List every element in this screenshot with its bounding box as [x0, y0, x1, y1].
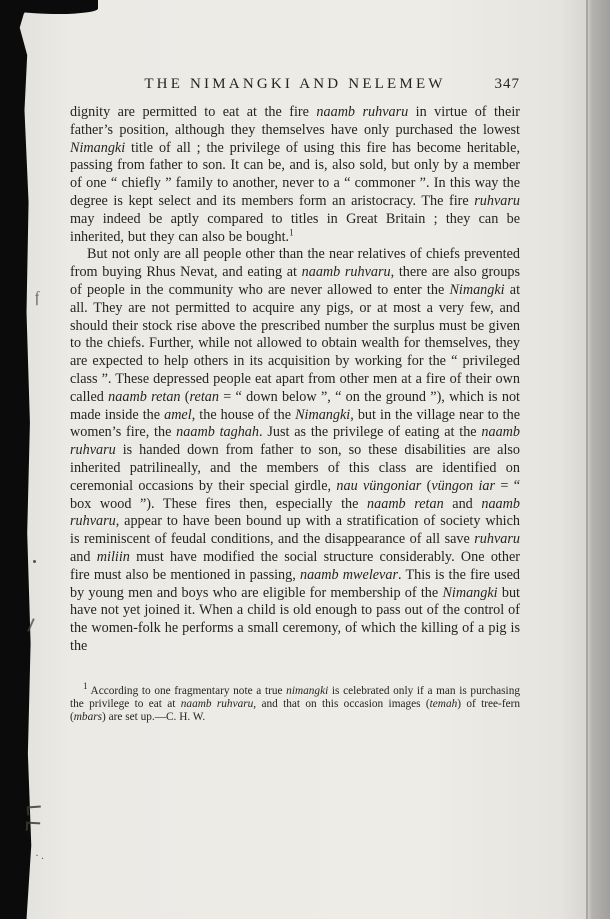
text-column [70, 76, 520, 735]
running-header [70, 76, 520, 93]
chapter-title: THE NIMANGKI AND NELEMEW [144, 76, 446, 92]
italic-term: naamb retan [367, 495, 444, 512]
italic-term: Nimangki [295, 406, 351, 423]
italic-term: amel [164, 406, 192, 423]
body-text [70, 104, 520, 656]
italic-term: naamb ruhvaru [70, 424, 520, 459]
italic-term: ruhvaru [474, 531, 520, 548]
italic-term: nimangki [286, 684, 329, 697]
italic-term: naamb mwelevar [299, 566, 398, 583]
italic-term: vüngon iar [431, 477, 496, 494]
binding-shadow [0, 0, 34, 919]
page-edge-shadow [586, 0, 610, 919]
italic-term: naamb retan [108, 388, 181, 405]
footnote: $^1$ According to one fragmentary note a true nimangki is celebrated only if a man is purchasing the privilege to eat at naamb ruhvaru, and that on this occasion images (temah) of tree-fern (mbars) are set up.—C. H. W. [70, 680, 520, 723]
italic-term: temah [429, 697, 458, 710]
page-edge-line [586, 0, 588, 919]
italic-term: naamb ruhvaru [316, 104, 409, 120]
italic-term: Nimangki [70, 139, 126, 156]
italic-term: nau vüngoniar [336, 477, 422, 494]
italic-term: Nimangki [442, 584, 498, 601]
italic-term: Nimangki [449, 281, 505, 298]
italic-term: miliin [96, 548, 130, 565]
paragraph: But not only are all people other than the near relatives of chiefs prevented from buying Rhus Nevat, and eating at naamb ruhvaru, there are also groups of people in the community who are never allowed to enter the Nimangki at all. They are not permitted to acquire any pigs, or at most a very few, and should their stock rise above the prescribed number the surplus must be given to the chiefs. Further, while not allowed to obtain wealth for themselves, they are expected to help others in its acquisition by working for the “ privileged class ”. These depressed people eat apart from other men at a fire of their own called naamb retan (retan = “ down below ”, “ on the ground ”), which is not made inside the amel, the house of the Nimangki, but in the village near to the women’s fire, the naamb taghah. Just as the privilege of eating at the naamb ruhvaru is handed down from father to son, so these disabilities are also inherited patrilineally, and the members of this class are identified on ceremonial occasions by their special girdle, nau vüngoniar (vüngon iar = “ box wood ”). These fires then, especially the naamb retan and naamb ruhvaru, appear to have been bound up with a stratification of society which is reminiscent of feudal conditions, and the disappearance of all save ruhvaru and miliin must have modified the social structure considerably. One other fire must also be mentioned in passing, naamb mwelevar. This is the fire used by young men and boys who are eligible for membership of the Nimangki but have not yet joined it. When a child is old enough to pass out of the control of the women-folk he performs a small ceremony, of which the killing of a pig is the [70, 246, 521, 654]
italic-term: retan [189, 388, 219, 405]
scan-mark-bracket [26, 822, 40, 832]
scan-mark-bracket [27, 806, 42, 816]
italic-term: naamb ruhvaru [301, 264, 391, 281]
footnote-reference: 1 [289, 226, 294, 237]
italic-term: naamb ruhvaru [180, 697, 254, 710]
scan-mark-handwriting: f [33, 289, 41, 307]
italic-term: ruhvaru [474, 192, 520, 209]
italic-term: naamb ruhvaru [70, 495, 520, 530]
paragraph: dignity are permitted to eat at the fire naamb ruhvaru in virtue of their father’s position, although they themselves have only purchased the lowest Nimangki title of all ; the privilege of using this fire has become heritable, passing from father to son. It can be, and is, also sold, but only by a member of one “ chiefly ” family to another, never to a “ commoner ”. In this way the degree is kept select and its members form an aristocracy. The fire ruhvaru may indeed be aptly compared to titles in Great Britain ; they can be inherited, but they can also be bought.$^1$ [70, 104, 520, 245]
page-number: 347 [494, 76, 520, 92]
scan-mark-dots: ·. [35, 848, 46, 862]
scan-mark-dot [33, 560, 36, 563]
italic-term: naamb taghah [176, 424, 259, 441]
footnote-reference: 1 [83, 680, 88, 691]
italic-term: mbars [73, 710, 103, 723]
